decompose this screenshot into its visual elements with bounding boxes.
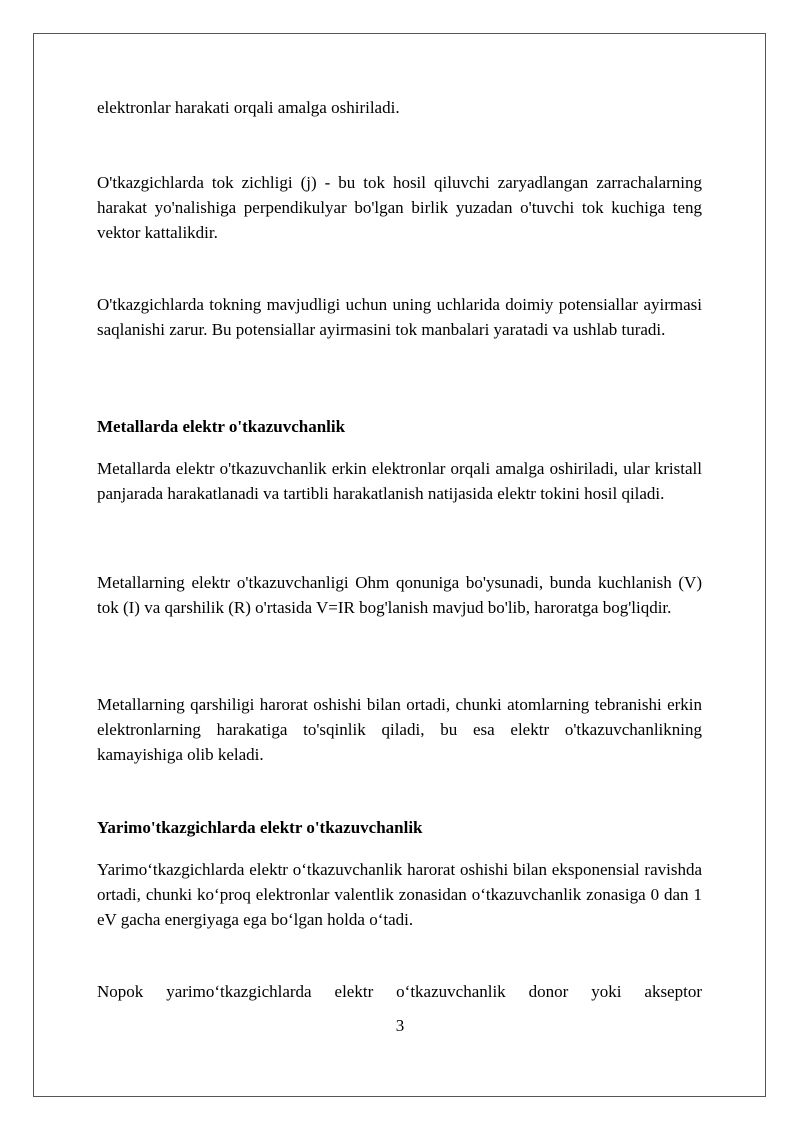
paragraph-continuation: elektronlar harakati orqali amalga oshiriladi. (97, 98, 400, 117)
paragraph-current-density: O'tkazgichlarda tok zichligi (j) - bu tok hosil qiluvchi zaryadlangan zarrachalarning harakat yo'nalishiga perpendikulyar bo'lgan birlik yuzadan o'tuvchi tok kuchiga teng vektor kattalikdir. (97, 173, 702, 242)
section-heading-semiconductors: Yarimo'tkazgichlarda elektr o'tkazuvchanlik (97, 818, 423, 837)
paragraph-ohms-law: Metallarning elektr o'tkazuvchanligi Ohm qonuniga bo'ysunadi, bunda kuchlanish (V) tok (I) va qarshilik (R) o'rtasida V=IR bog'lanish mavjud bo'lib, haroratga bog'liqdir. (97, 573, 702, 617)
paragraph-semiconductor-conductivity: Yarimo‘tkazgichlarda elektr o‘tkazuvchanlik harorat oshishi bilan eksponensial ravishda ortadi, chunki ko‘proq elektronlar valentlik zonasidan o‘tkazuvchanlik zonasiga 0 dan 1 eV gacha energiyaga ega bo‘lgan holda o‘tadi. (97, 860, 702, 929)
paragraph-metal-resistance: Metallarning qarshiligi harorat oshishi bilan ortadi, chunki atomlarning tebranishi erkin elektronlarning harakatiga to'sqinlik qiladi, bu esa elektr o'tkazuvchanlikning kamayishiga olib keladi. (97, 695, 702, 764)
page-number: 3 (395, 1016, 405, 1035)
paragraph-metals-conductivity: Metallarda elektr o'tkazuvchanlik erkin elektronlar orqali amalga oshiriladi, ular kristall panjarada harakatlanadi va tartibli harakatlanish natijasida elektr tokini hosil qiladi. (97, 459, 702, 503)
section-heading-metals: Metallarda elektr o'tkazuvchanlik (97, 417, 346, 436)
paragraph-impure-semiconductors: Nopok yarimo‘tkazgichlarda elektr o‘tkazuvchanlik donor yoki akseptor (97, 982, 702, 1001)
paragraph-potential-difference: O'tkazgichlarda tokning mavjudligi uchun uning uchlarida doimiy potensiallar ayirmasi saqlanishi zarur. Bu potensiallar ayirmasini tok manbalari yaratadi va ushlab turadi. (97, 295, 702, 339)
